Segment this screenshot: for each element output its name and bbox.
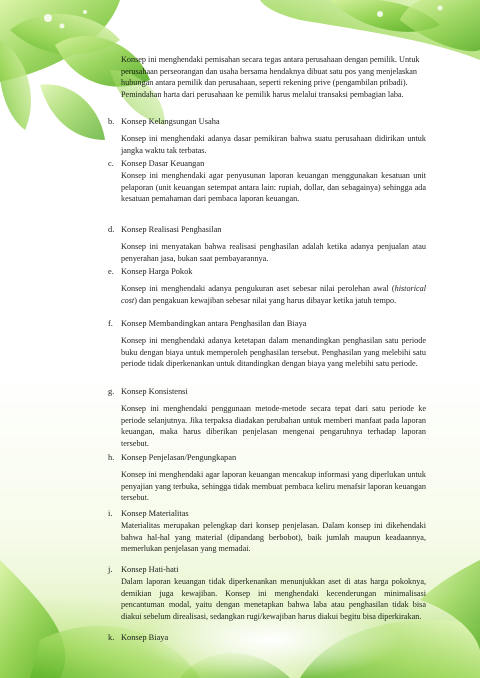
intro-paragraph: Konsep ini menghendaki pemisahan secara tegas antara perusahaan dengan pemilik. Untuk perusahaan perseorangan dan usaha bersama hendaknya dibuat satu pos yang menjelaskan hubungan antara pemilik dan perusahaan, seperti rekening prive (pengambilan pribadi). Pemindahan harta dari perusahaan ke pemilik harus melalui transaksi pembagian laba.	[121, 55, 420, 99]
section-e	[108, 266, 426, 306]
section-title: Konsep Kelangsungan Usaha	[121, 117, 220, 126]
section-title: Konsep Realisasi Penghasilan	[121, 225, 222, 234]
section-k	[108, 632, 426, 644]
section-letter: c.	[108, 159, 114, 168]
section-c	[108, 158, 426, 205]
section-body: Konsep ini menghendaki penggunaan metode-metode secara tepat dari satu periode ke periode selanjutnya. Jika terpaksa diadakan perubahan untuk memberi manfaat pada laporan keuangan, maka harus diberikan penjelasan mengenai pengaruhnya terhadap laporan tersebut.	[121, 404, 426, 448]
section-letter: i.	[108, 509, 113, 518]
section-title: Konsep Hati-hati	[121, 565, 179, 574]
section-body: Konsep ini menyatakan bahwa realisasi penghasilan adalah ketika adanya penjualan atau penyerahan jasa, bukan saat pembayarannya.	[121, 242, 426, 263]
section-letter: g.	[108, 387, 115, 396]
section-letter: d.	[108, 225, 115, 234]
body-text: Konsep ini menghendaki adanya pengukuran aset sebesar nilai perolehan awal (	[121, 284, 395, 293]
section-body	[121, 283, 426, 306]
section-title: Konsep Harga Pokok	[121, 267, 193, 276]
section-letter: k.	[108, 633, 115, 642]
section-title: Konsep Konsistensi	[121, 387, 188, 396]
section-j	[108, 564, 426, 622]
section-letter: b.	[108, 117, 115, 126]
body-italic-term: historical cost	[121, 284, 426, 305]
body-text: ) dan pengakuan kewajiban sebesar nilai yang harus dibayar ketika jatuh tempo.	[134, 295, 397, 305]
section-title: Konsep Penjelasan/Pengungkapan	[121, 453, 237, 462]
section-title: Konsep Biaya	[121, 633, 169, 642]
section-g	[108, 386, 426, 449]
section-body: Konsep ini menghendaki adanya dasar pemikiran bahwa suatu perusahaan didirikan untuk jangka waktu tak terbatas.	[121, 134, 426, 155]
section-d	[108, 224, 426, 264]
section-h	[108, 452, 426, 504]
section-letter: e.	[108, 267, 114, 276]
section-letter: h.	[108, 453, 115, 462]
section-body: Konsep ini menghendaki agar laporan keuangan mencakup informasi yang diperlukan untuk penyajian yang terbuka, sehingga tidak membuat pembaca keliru menafsir laporan keuangan tersebut.	[121, 470, 426, 503]
section-body: Materialitas merupakan pelengkap dari konsep penjelasan. Dalam konsep ini dikehendaki bahwa hal-hal yang material (dipandang berbobot), baik jumlah maupun keadaannya, memerlukan penjelasan yang memadai.	[121, 521, 426, 554]
section-body: Konsep ini menghendaki adanya ketetapan dalam menandingkan penghasilan satu periode buku dengan biaya untuk memperoleh penghasilan tersebut. Penghasilan yang melebihi satu periode tidak diperkenankan untuk ditandingkan dengan biaya yang melebihi satu periode.	[121, 336, 426, 369]
section-letter: f.	[108, 319, 113, 328]
section-body: Konsep ini menghendaki agar penyusunan laporan keuangan menggunakan kesatuan unit pelaporan (unit keuangan setempat antara lain: rupiah, dollar, dan sebagainya) sehingga ada kesatuan pemahaman dari pembaca laporan keuangan.	[121, 171, 426, 204]
section-body: Dalam laporan keuangan tidak diperkenankan menunjukkan aset di atas harga pokoknya, demikian juga kewajiban. Konsep ini menghendaki kecenderungan minimalisasi pencantuman modal, yaitu dengan menetapkan bahwa laba atau penghasilan tidak bisa diakui sebelum direalisasi, sedangkan rugi/kewajiban harus diakui begitu bisa diperkirakan.	[121, 577, 426, 621]
section-title: Konsep Membandingkan antara Penghasilan dan Biaya	[121, 319, 307, 328]
section-title: Konsep Materialitas	[121, 509, 189, 518]
section-f	[108, 318, 426, 370]
section-letter: j.	[108, 565, 113, 574]
section-i	[108, 508, 426, 555]
section-b	[108, 116, 426, 156]
section-title: Konsep Dasar Keuangan	[121, 159, 205, 168]
